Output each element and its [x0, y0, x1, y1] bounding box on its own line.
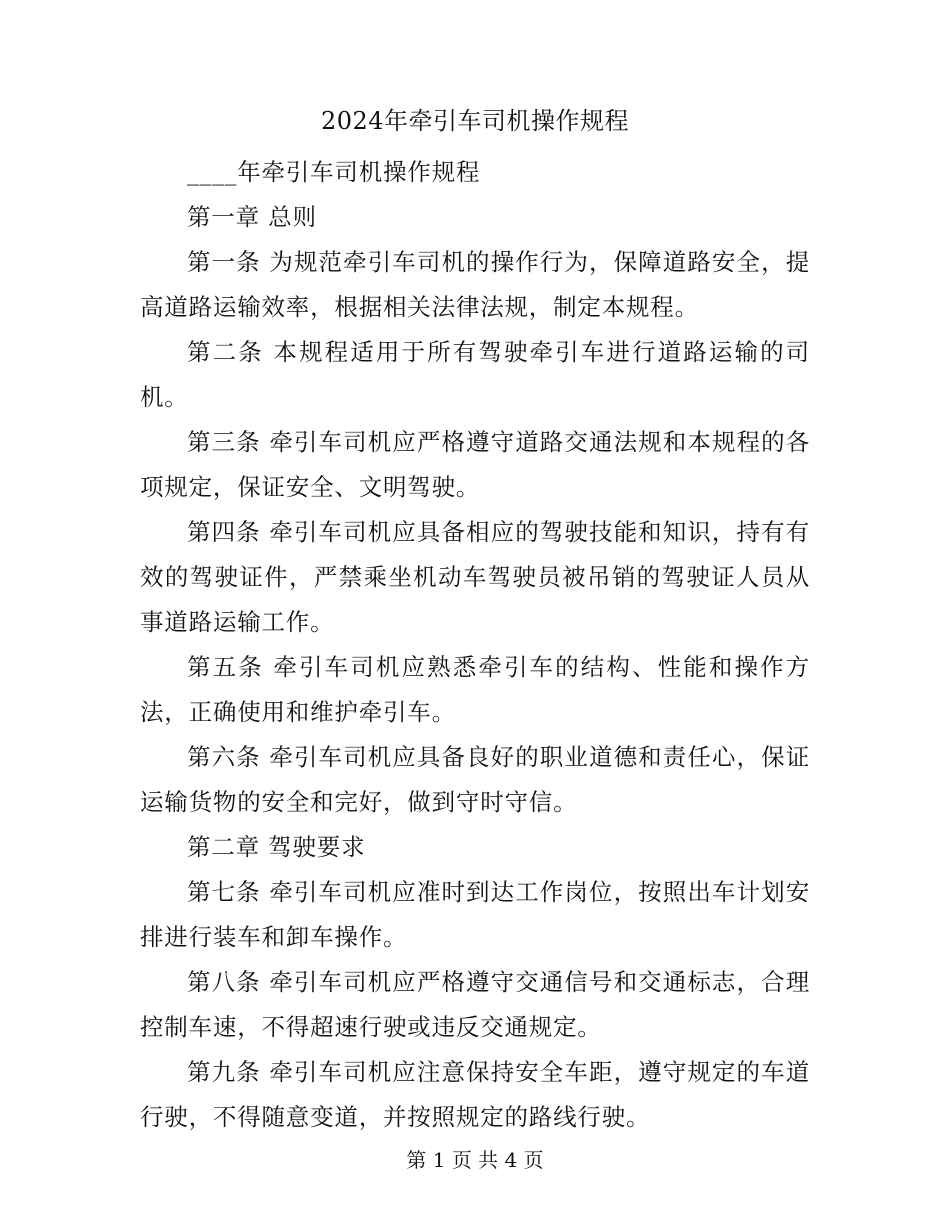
article-4: 第四条 牵引车司机应具备相应的驾驶技能和知识，持有有效的驾驶证件，严禁乘坐机动车驾驶员被吊销的驾驶证人员从事道路运输工作。 — [140, 518, 810, 636]
article-9: 第九条 牵引车司机应注意保持安全车距，遵守规定的车道行驶，不得随意变道，并按照规定的路线行驶。 — [140, 1058, 810, 1131]
article-1: 第一条 为规范牵引车司机的操作行为，保障道路安全，提高道路运输效率，根据相关法律法规，制定本规程。 — [140, 248, 810, 321]
article-2: 第二条 本规程适用于所有驾驶牵引车进行道路运输的司机。 — [140, 338, 810, 411]
chapter-2-heading: 第二章 驾驶要求 — [187, 833, 366, 861]
article-7: 第七条 牵引车司机应准时到达工作岗位，按照出车计划安排进行装车和卸车操作。 — [140, 878, 810, 951]
article-3: 第三条 牵引车司机应严格遵守道路交通法规和本规程的各项规定，保证安全、文明驾驶。 — [140, 428, 810, 501]
document-body — [140, 150, 810, 1140]
document-title: 2024年牵引车司机操作规程 — [320, 107, 630, 135]
article-5: 第五条 牵引车司机应熟悉牵引车的结构、性能和操作方法，正确使用和维护牵引车。 — [140, 653, 810, 726]
page-number-footer: 第 1 页 共 4 页 — [406, 1148, 544, 1172]
article-8: 第八条 牵引车司机应严格遵守交通信号和交通标志，合理控制车速，不得超速行驶或违反交通规定。 — [140, 968, 810, 1041]
chapter-1-heading: 第一章 总则 — [187, 203, 317, 231]
paragraph-heading: ____年牵引车司机操作规程 — [187, 158, 481, 186]
article-6: 第六条 牵引车司机应具备良好的职业道德和责任心，保证运输货物的安全和完好，做到守时守信。 — [140, 743, 810, 816]
